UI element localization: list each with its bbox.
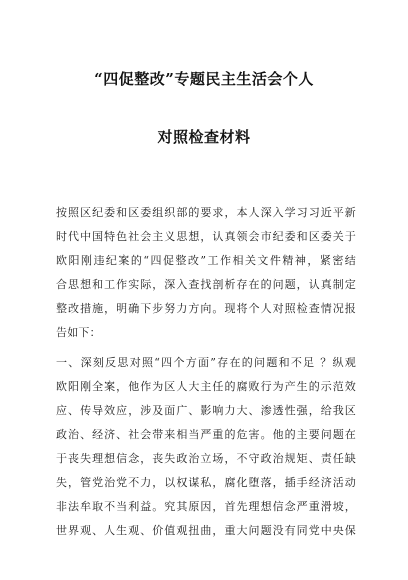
paragraph-line: 于丧失理想信念，丧失政治立场，不守政治规矩、责任缺 — [56, 452, 356, 465]
intro-paragraph — [56, 201, 356, 345]
section-one-paragraph — [56, 351, 356, 543]
paragraph-line: 一、深刻反思对照“四个方面”存在的问题和不足 ？纵观 — [56, 356, 356, 369]
paragraph-line: 合思想和工作实际，深入查找剖析存在的问题，认真制定 — [56, 278, 356, 291]
paragraph-line: 整改措施，明确下步努力方向。现将个人对照检查情况报 — [56, 302, 356, 315]
paragraph-line: 欧阳刚违纪案的“四促整改”工作相关文件精神，紧密结 — [56, 254, 356, 267]
paragraph-line: 非法牟取不当利益。究其原因，首先理想信念严重滑坡， — [56, 500, 356, 513]
paragraph-line: 政治、经济、社会带来相当严重的危害。他的主要问题在 — [56, 428, 356, 441]
paragraph-line: 时代中国特色社会主义思想，认真领会市纪委和区委关于 — [56, 230, 356, 243]
document-title-line-1: “四促整改”专题民主生活会个人 — [94, 70, 314, 88]
paragraph-line: 失，管党治党不力，以权谋私，腐化堕落，插手经济活动 — [56, 476, 356, 489]
paragraph-line: 按照区纪委和区委组织部的要求，本人深入学习习近平新 — [56, 206, 356, 219]
paragraph-line: 应、传导效应，涉及面广、影响力大、渗透性强，给我区 — [56, 404, 356, 417]
paragraph-line: 告如下： — [56, 326, 101, 339]
document-title-line-2: 对照检查材料 — [157, 128, 251, 146]
paragraph-line: 欧阳刚全案，他作为区人大主任的腐败行为产生的示范效 — [56, 380, 356, 393]
paragraph-line: 世界观、人生观、价值观扭曲，重大问题没有同党中央保 — [56, 524, 356, 537]
